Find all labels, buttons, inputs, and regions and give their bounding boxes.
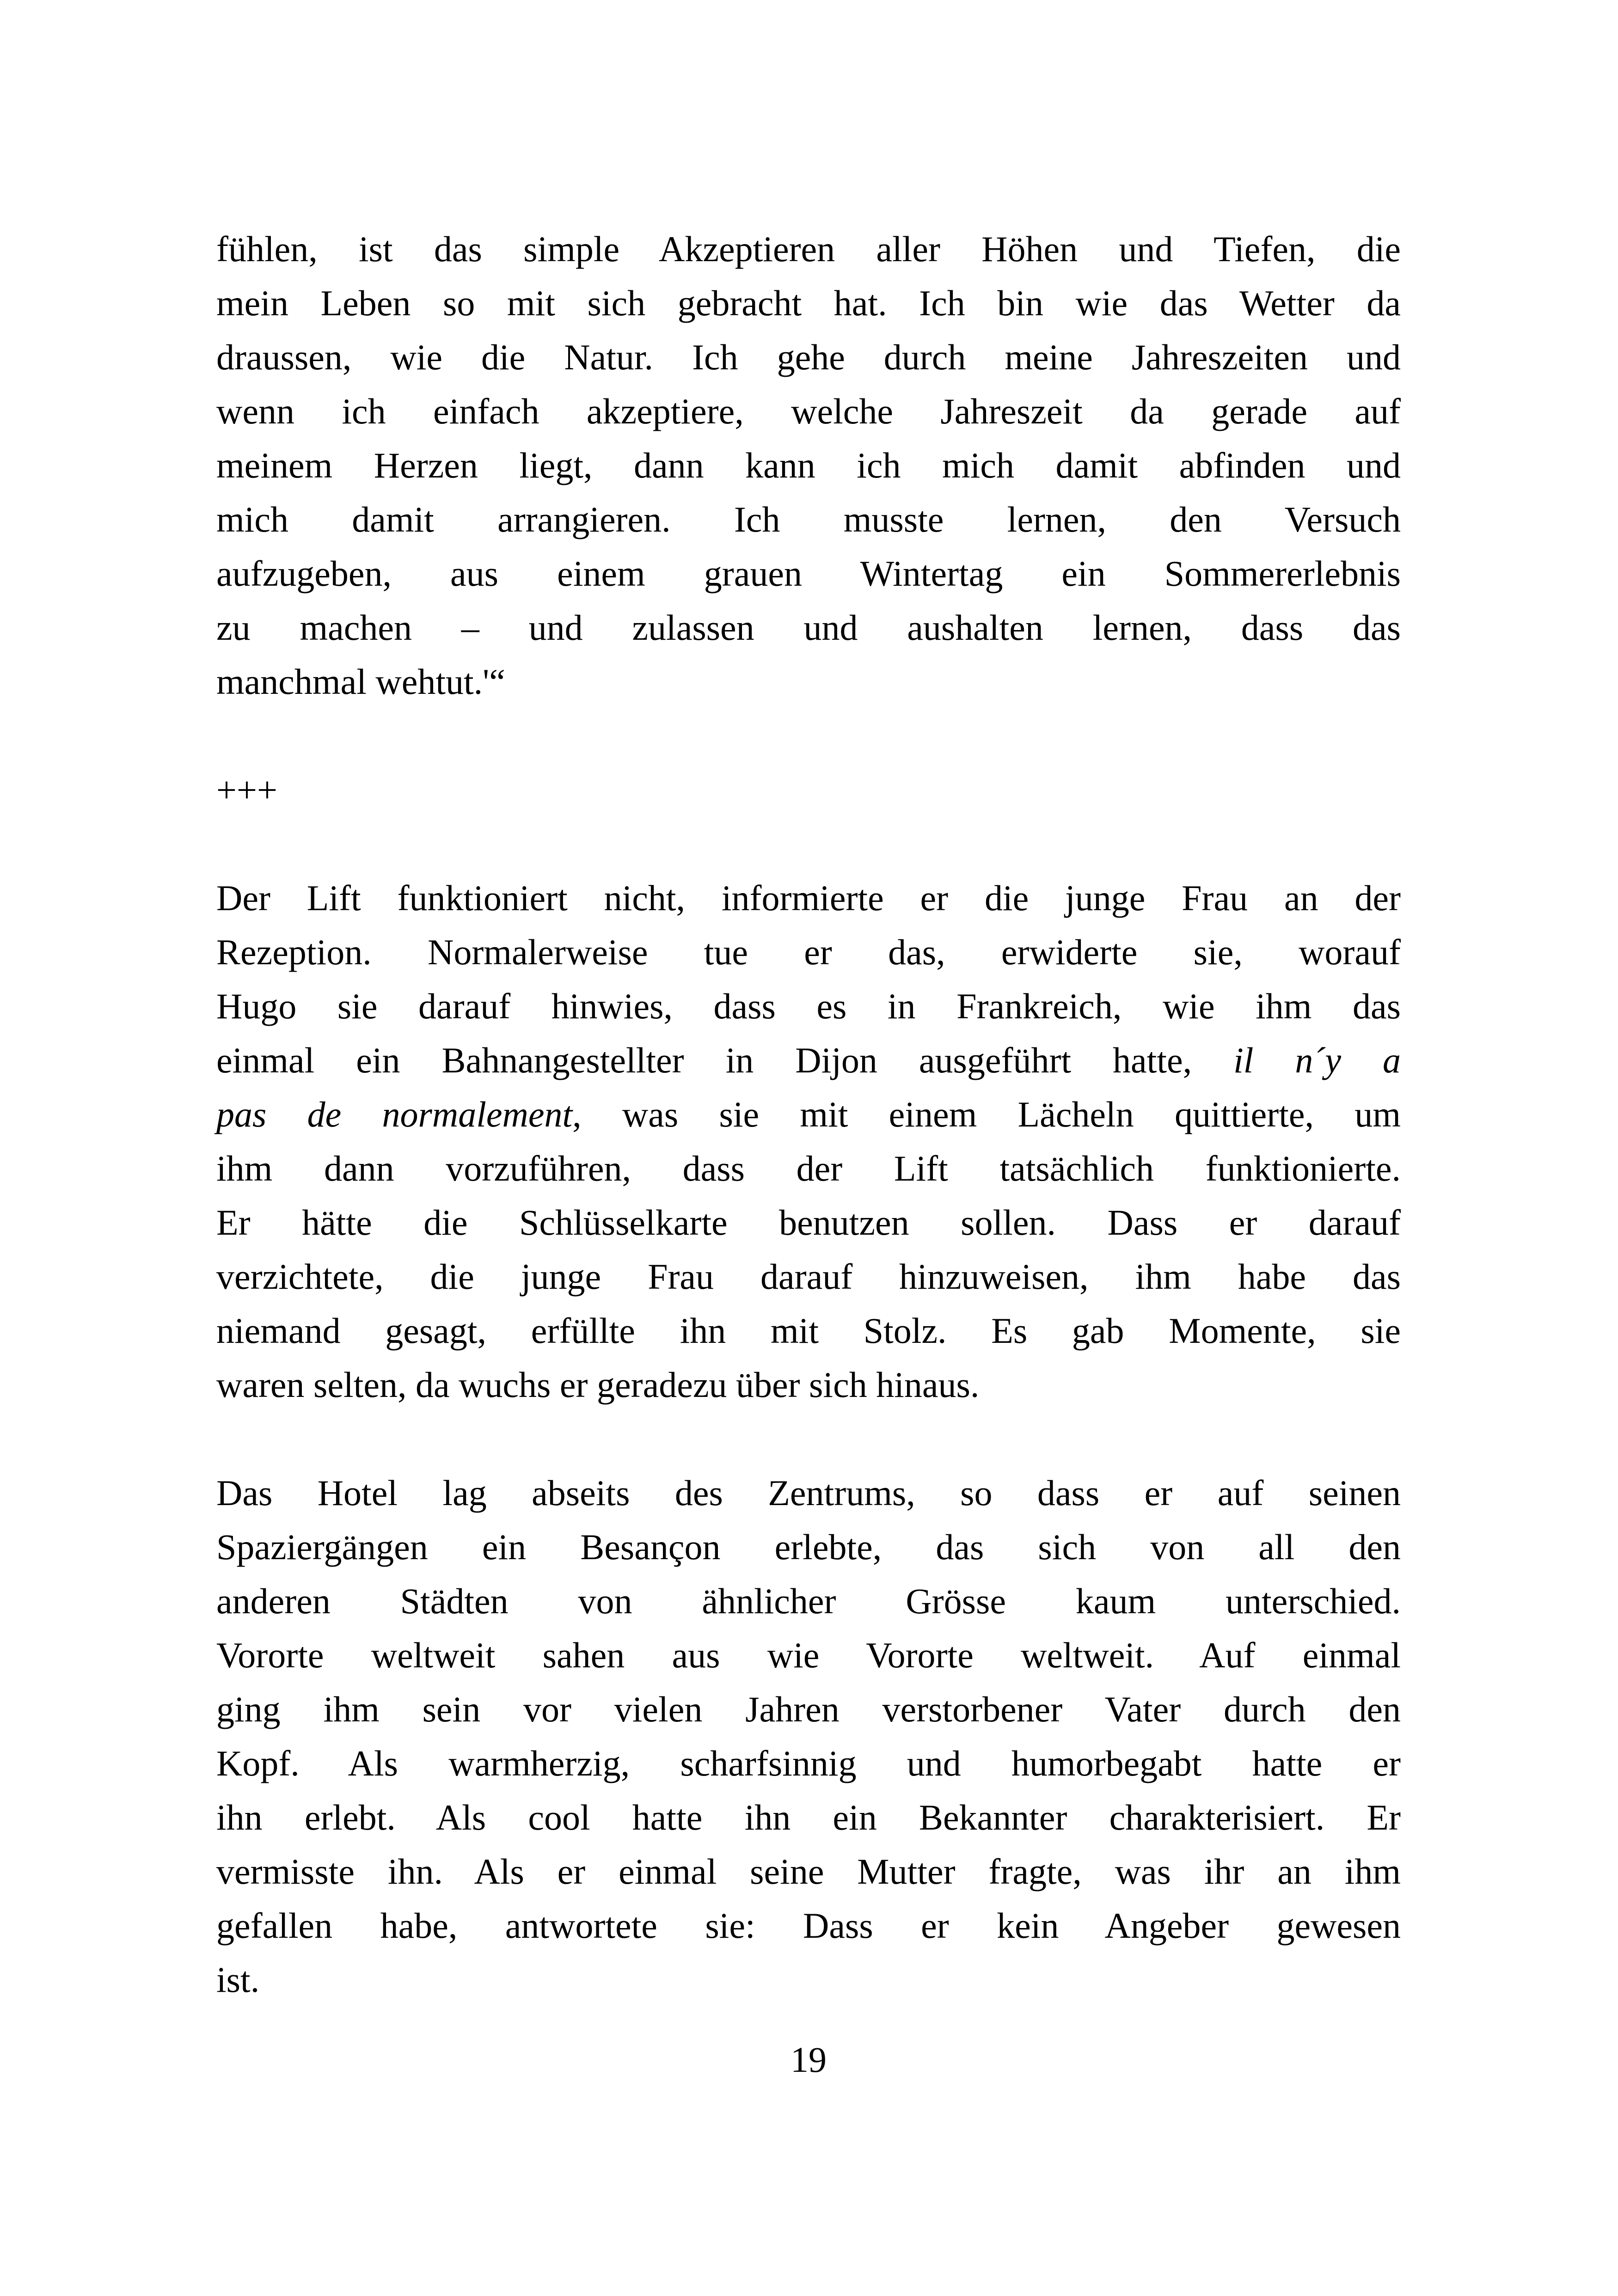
- text-line: [216, 1141, 1401, 1195]
- text-segment: gefallen habe, antwortete sie: Dass er kein Angeber gewesen: [216, 1905, 1401, 1946]
- text-segment: +++: [216, 770, 277, 810]
- text-segment: aufzugeben, aus einem grauen Wintertag ein Sommererlebnis: [216, 553, 1401, 594]
- text-line: [216, 655, 1401, 709]
- text-segment: verzichtete, die junge Frau darauf hinzuweisen, ihm habe das: [216, 1256, 1401, 1297]
- paragraph-hotel: [216, 1466, 1401, 2007]
- text-line: [216, 1574, 1401, 1628]
- text-segment: ihn erlebt. Als cool hatte ihn ein Bekannter charakterisiert. Er: [216, 1797, 1401, 1837]
- text-segment: draussen, wie die Natur. Ich gehe durch meine Jahreszeiten und: [216, 337, 1401, 377]
- text-segment: anderen Städten von ähnlicher Grösse kaum unterschied.: [216, 1581, 1401, 1621]
- text-line: [216, 276, 1401, 330]
- text-line: [216, 222, 1401, 276]
- text-segment: Er hätte die Schlüsselkarte benutzen sollen. Dass er darauf: [216, 1202, 1401, 1243]
- text-segment: Vororte weltweit sahen aus wie Vororte weltweit. Auf einmal: [216, 1635, 1401, 1675]
- text-segment: niemand gesagt, erfüllte ihn mit Stolz. Es gab Momente, sie: [216, 1310, 1401, 1351]
- paragraph-lift: [216, 871, 1401, 1412]
- text-segment: Hugo sie darauf hinwies, dass es in Frankreich, wie ihm das: [216, 986, 1401, 1026]
- text-block: [216, 222, 1401, 2087]
- text-line: [216, 1304, 1401, 1358]
- text-segment: ist.: [216, 1959, 260, 2000]
- text-line: [216, 1087, 1401, 1141]
- text-segment: manchmal wehtut.'“: [216, 661, 505, 702]
- text-segment: , was sie mit einem Lächeln quittierte, um: [572, 1094, 1401, 1134]
- text-line: [216, 600, 1401, 655]
- page-number: 19: [791, 2039, 827, 2080]
- text-segment: einmal ein Bahnangestellter in Dijon ausgeführt hatte,: [216, 1040, 1234, 1080]
- text-segment: waren selten, da wuchs er geradezu über sich hinaus.: [216, 1365, 980, 1405]
- text-segment: Kopf. Als warmherzig, scharfsinnig und humorbegabt hatte er: [216, 1743, 1401, 1783]
- italic-segment: pas de normalement: [216, 1094, 573, 1134]
- text-segment: meinem Herzen liegt, dann kann ich mich damit abfinden und: [216, 445, 1401, 485]
- text-segment: ihm dann vorzuführen, dass der Lift tatsächlich funktionierte.: [216, 1148, 1401, 1188]
- text-segment: zu machen – und zulassen und aushalten lernen, dass das: [216, 607, 1401, 648]
- text-segment: fühlen, ist das simple Akzeptieren aller Höhen und Tiefen, die: [216, 229, 1401, 269]
- text-segment: mein Leben so mit sich gebracht hat. Ich bin wie das Wetter da: [216, 283, 1401, 323]
- text-line: [216, 1520, 1401, 1574]
- text-line: [216, 925, 1401, 979]
- text-line: [216, 546, 1401, 600]
- section-separator: [216, 763, 1401, 817]
- text-segment: Das Hotel lag abseits des Zentrums, so dass er auf seinen: [216, 1473, 1401, 1513]
- text-line: [216, 763, 1401, 817]
- text-line: [216, 1790, 1401, 1844]
- text-line: [216, 1033, 1401, 1087]
- text-segment: vermisste ihn. Als er einmal seine Mutter fragte, was ihr an ihm: [216, 1851, 1401, 1892]
- text-line: [216, 871, 1401, 925]
- text-line: [216, 1358, 1401, 1412]
- text-line: [216, 1466, 1401, 1520]
- text-segment: mich damit arrangieren. Ich musste lernen, den Versuch: [216, 499, 1401, 539]
- paragraph-quote-end: [216, 222, 1401, 709]
- text-line: [216, 1844, 1401, 1898]
- text-line: [216, 384, 1401, 438]
- text-line: [216, 1249, 1401, 1304]
- text-segment: ging ihm sein vor vielen Jahren verstorbener Vater durch den: [216, 1689, 1401, 1729]
- text-line: [216, 1736, 1401, 1790]
- text-segment: Der Lift funktioniert nicht, informierte er die junge Frau an der: [216, 878, 1401, 918]
- text-segment: Rezeption. Normalerweise tue er das, erwiderte sie, worauf: [216, 932, 1401, 972]
- text-segment: wenn ich einfach akzeptiere, welche Jahreszeit da gerade auf: [216, 391, 1401, 431]
- text-line: [216, 330, 1401, 384]
- text-line: [216, 979, 1401, 1033]
- text-line: [216, 438, 1401, 492]
- text-segment: Spaziergängen ein Besançon erlebte, das sich von all den: [216, 1527, 1401, 1567]
- text-line: [216, 1628, 1401, 1682]
- text-line: [216, 1682, 1401, 1736]
- text-line: [216, 1953, 1401, 2007]
- text-line: [216, 1898, 1401, 1953]
- text-line: [216, 1195, 1401, 1249]
- text-line: [216, 492, 1401, 546]
- italic-segment: il n´y a: [1233, 1040, 1401, 1080]
